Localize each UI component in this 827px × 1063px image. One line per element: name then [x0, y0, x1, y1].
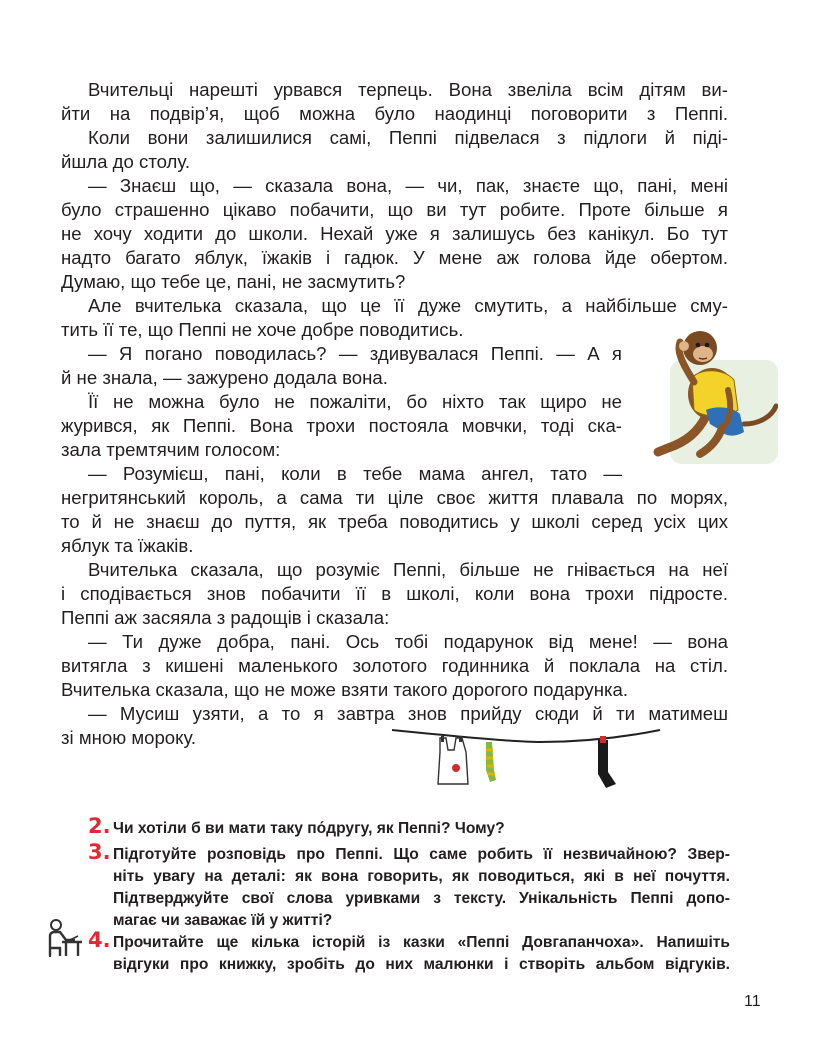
- story-line: Пеппі аж засяяла з радощів і сказала:: [61, 607, 390, 628]
- story-line: Коли вони залишилися самі, Пеппі підвелася з підлоги й піді-: [88, 127, 728, 148]
- student-at-desk-icon: [44, 918, 84, 958]
- page-number: 11: [744, 993, 761, 1010]
- task-number: 2.: [88, 814, 111, 838]
- story-line: Вчителька сказала, що розуміє Пеппі, більше не гнівається на неї: [88, 559, 728, 580]
- task-line: Прочитайте ще кілька історій із казки «Пеппі Довгапанчоха». Напишіть: [113, 934, 730, 951]
- clothesline-illustration: [390, 722, 662, 800]
- story-line: йти на подвір’я, щоб можна було наодинці поговорити з Пеппі.: [61, 103, 728, 124]
- task-line: ніть увагу на деталі: як вона говорить, як поводиться, які в неї почуття.: [113, 868, 730, 885]
- story-line: журився, як Пеппі. Вона трохи постояла мовчки, тоді ска-: [61, 415, 622, 436]
- story-line: зі мною мороку.: [61, 727, 197, 748]
- story-line: — Розумієш, пані, коли в тебе мама ангел, тато —: [88, 463, 622, 484]
- task-3: [88, 840, 733, 932]
- task-line: магає чи заважає їй у житті?: [113, 912, 333, 929]
- task-number: 3.: [88, 840, 111, 864]
- story-line: Вчительці нарешті урвався терпець. Вона звеліла всім дітям ви-: [88, 79, 728, 100]
- story-line: Але вчителька сказала, що це її дуже смутить, а найбільше сму-: [88, 295, 728, 316]
- story-line: Вчителька сказала, що не може взяти такого дорогого подарунка.: [61, 679, 629, 700]
- story-line: то й не знаєш до пуття, як треба поводитись у школі серед усіх цих: [61, 511, 728, 532]
- story-line: було страшенно цікаво побачити, що ви тут робите. Проте більше я: [61, 199, 728, 220]
- task-4: [88, 928, 733, 976]
- story-line: йшла до столу.: [61, 151, 191, 172]
- story-line: витягла з кишені маленького золотого годинника й поклала на стіл.: [61, 655, 728, 676]
- story-line: Її не можна було не пожаліти, бо ніхто так щиро не: [88, 391, 622, 412]
- monkey-illustration: [648, 320, 778, 465]
- story-line: — Я погано поводилась? — здивувалася Пеппі. — А я: [88, 343, 622, 364]
- task-line: відгуки про книжку, зробіть до них малюнки і створіть альбом відгуків.: [113, 956, 730, 973]
- task-line: Підтверджуйте свої слова уривками з тексту. Унікальність Пеппі допо-: [113, 890, 730, 907]
- story-line: й не знала, — зажурено додала вона.: [61, 367, 388, 388]
- story-line: тить її те, що Пеппі не хоче добре поводитись.: [61, 319, 464, 340]
- story-line: не хочу ходити до школи. Нехай уже я залишусь без канікул. Бо тут: [61, 223, 728, 244]
- story-line: — Знаєш що, — сказала вона, — чи, пак, знаєте що, пані, мені: [88, 175, 728, 196]
- story-line: надто багато яблук, їжаків і гадюк. У мене аж голова йде обертом.: [61, 247, 728, 268]
- story-line: зала тремтячим голосом:: [61, 439, 281, 460]
- task-line: Підготуйте розповідь про Пеппі. Що саме робить її незвичайною? Звер-: [113, 846, 730, 863]
- story-line: яблук та їжаків.: [61, 535, 194, 556]
- story-line: — Ти дуже добра, пані. Ось тобі подарунок від мене! — вона: [88, 631, 728, 652]
- task-line: Чи хотіли б ви мати таку по́другу, як Пеппі? Чому?: [113, 820, 505, 837]
- story-line: — Мусиш узяти, а то я завтра знов прийду сюди й ти матимеш: [88, 703, 728, 724]
- story-line: і сподівається знов побачити її в школі, коли вона трохи підросте.: [61, 583, 728, 604]
- task-2: [88, 814, 733, 840]
- story-line: Думаю, що тебе це, пані, не засмутить?: [61, 271, 406, 292]
- task-number: 4.: [88, 928, 111, 952]
- story-line: негритянський король, а сама ти ціле своє життя плавала по морях,: [61, 487, 728, 508]
